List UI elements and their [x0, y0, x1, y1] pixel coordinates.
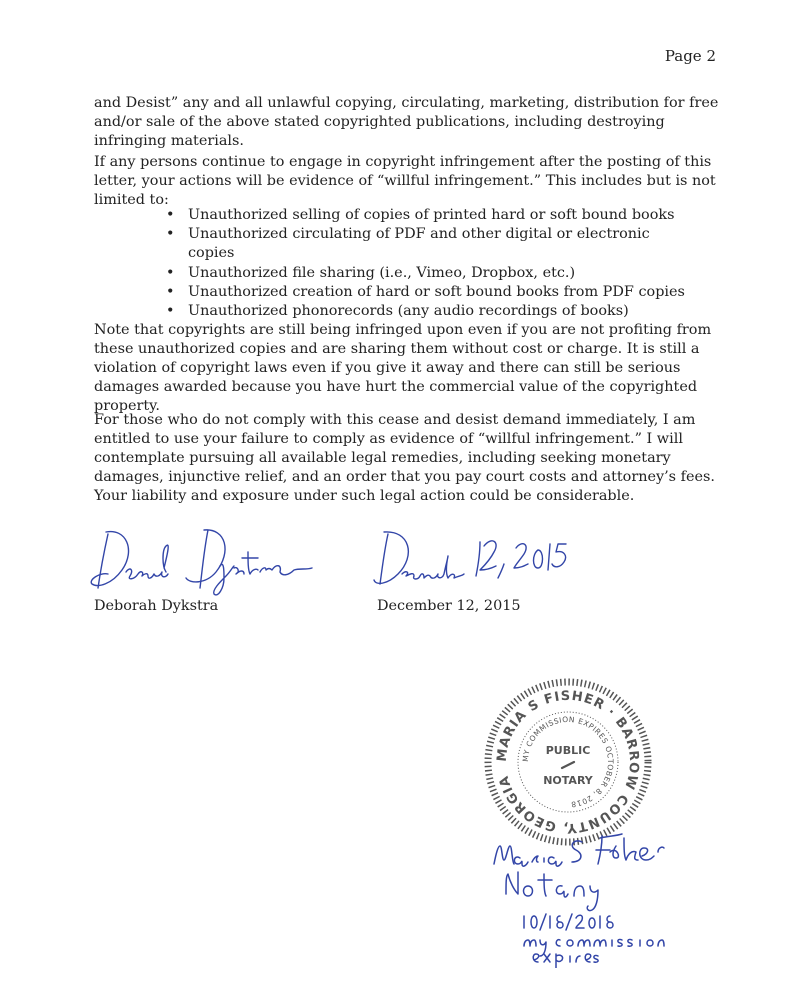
list-item: • Unauthorized file sharing (i.e., Vimeo, Dropbox, etc.): [166, 264, 686, 283]
bullet-marker: •: [166, 303, 175, 320]
infringement-list: [166, 206, 686, 321]
seal-center-bottom: NOTARY: [543, 774, 593, 787]
bullet-marker: •: [166, 283, 175, 300]
page-number: Page 2: [664, 47, 716, 65]
signer-name: Deborah Dykstra: [94, 598, 219, 614]
paragraph-legal-remedies: For those who do not comply with this cease and desist demand immediately, I am entitled to use your failure to comply as evidence of “willful infringement.” I will contemplate pursuing all available legal remedies, including seeking monetary damages, injunctive relief, and an order that you pay court costs and attorney’s fees. Your liability and exposure under such legal action could be considerable.: [94, 412, 715, 504]
seal-outer-text: MARIA S FISHER · BARROW COUNTY, GEORGIA: [494, 688, 642, 836]
paragraph-willful-infringement: If any persons continue to engage in copyright infringement after the posting of this letter, your actions will be evidence of “willful infringement.” This includes but is not limited to:: [94, 154, 716, 208]
notary-handwriting: [490, 828, 710, 968]
list-item: • Unauthorized circulating of PDF and other digital or electronic copies: [166, 226, 650, 262]
signature-date: December 12, 2015: [377, 598, 521, 614]
list-item: • Unauthorized creation of hard or soft bound books from PDF copies: [166, 283, 686, 302]
bullet-marker: •: [166, 264, 175, 281]
list-item: • Unauthorized phonorecords (any audio recordings of books): [166, 302, 686, 321]
seal-center-top: PUBLIC: [545, 744, 591, 757]
paragraph-no-profit: Note that copyrights are still being infringed upon even if you are not profiting from these unauthorized copies and are sharing them without cost or charge. It is still a violation of copyright laws even if you give it away and there can still be serious damages awarded because you have hurt the commercial value of the copyrighted property.: [94, 322, 712, 414]
bullet-marker: •: [166, 207, 175, 223]
svg-text:MARIA S FISHER · BARROW COUNTY: [495, 689, 642, 835]
notary-seal: [478, 672, 658, 852]
bullet-marker: •: [166, 226, 175, 243]
seal-inner-text: MY COMMISSION EXPIRES OCTOBER 8, 2018: [520, 714, 616, 809]
list-item: • Unauthorized selling of copies of printed hard or soft bound books: [166, 206, 686, 225]
handwritten-date: [370, 526, 580, 596]
paragraph-cease-desist: and Desist” any and all unlawful copying, circulating, marketing, distribution for free and/or sale of the above stated copyrighted publications, including destroying infringing materials.: [94, 95, 719, 149]
svg-text:MY COMMISSION EXPIRES OCTOBER: [521, 715, 615, 809]
handwritten-signature: [86, 522, 316, 602]
